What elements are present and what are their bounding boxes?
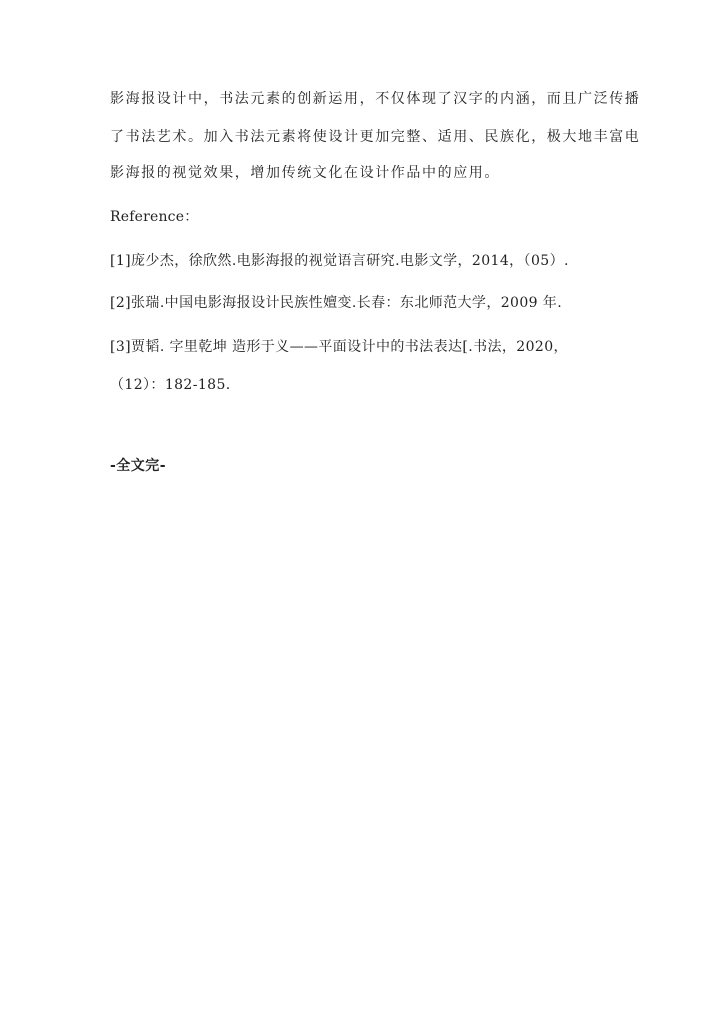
- reference-item-3: [3]贾韬. 字里乾坤 造形于义——平面设计中的书法表达[.书法，2020，: [110, 339, 568, 355]
- body-paragraph-line-2: 了书法艺术。加入书法元素将使设计更加完整、适用、民族化，极大地丰富电: [110, 129, 641, 145]
- body-paragraph-line-1: 影海报设计中，书法元素的创新运用，不仅体现了汉字的内涵，而且广泛传播: [110, 91, 641, 107]
- body-paragraph-line-3: 影海报的视觉效果，增加传统文化在设计作品中的应用。: [110, 165, 500, 181]
- references-heading: Reference：: [110, 209, 199, 225]
- reference-item-2: [2]张瑞.中国电影海报设计民族性嬗变.长春：东北师范大学，2009 年.: [110, 295, 563, 311]
- end-of-text-mark: -全文完-: [110, 458, 167, 474]
- reference-item-3-continuation: （12）：182-185.: [110, 377, 231, 393]
- reference-item-1: [1]庞少杰，徐欣然.电影海报的视觉语言研究.电影文学，2014，（05）.: [110, 253, 569, 269]
